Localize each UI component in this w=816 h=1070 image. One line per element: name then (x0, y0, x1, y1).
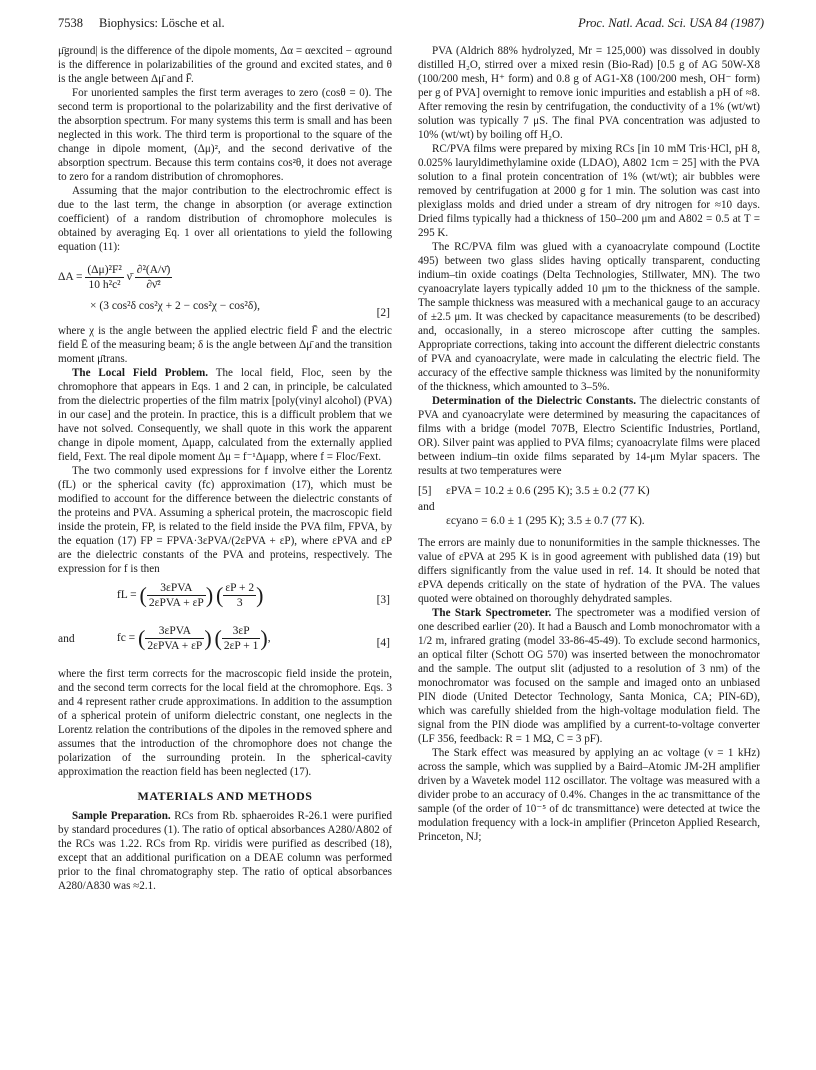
paragraph: μ̄ground| is the difference of the dipole moments, Δα = αexcited − αground is the difference in polarizabilities of the ground and excited states, and θ is the angle between Δμ̄ and F̄. (58, 45, 392, 85)
eq5-cyano: εcyano = 6.0 ± 1 (295 K); 3.5 ± 0.7 (77 K). (446, 515, 645, 527)
left-column (58, 44, 392, 893)
paragraph: Sample Preparation. RCs from Rb. sphaeroides R-26.1 were purified by standard procedures (1). The ratio of optical absorbances A280/A802 of the RCs was 1.22. RCs from Rp. viridis were purified as described (18), except that an additional purification on a DEAE column was performed prior to the final chromatography step. The ratio of optical absorbances A280/A830 was ≈2.1. (58, 810, 392, 892)
paragraph: The Stark Spectrometer. The spectrometer was a modified version of one described earlier (20). It had a Bausch and Lomb monochromator with a 1/2 m, infrared grating (model 33-86-45-49). To exclude second harmonics, an optical filter (Schott OG 570) was inserted between the monochromator and the sample. The output slit (adjusted to a resolution of 3 nm) of the monochromator was focused on the sample and imaged onto an unbiased PIN diode (United Detector Technology, Santa Monica, CA; PIN-6D), which was carefully shielded from the high-voltage modulation field. The signal from the PIN diode was amplified by a current-to-voltage converter (LF 356, feedback: R = 1 MΩ, C = 3 pF). (418, 607, 760, 745)
equation-number: [3] (376, 594, 390, 606)
paragraph: Assuming that the major contribution to the electrochromic effect is due to the last term, the change in absorption (or average extinction coefficient) of a random distribution of chromophore molecules is obtained by averaging Eq. 1 over all orientations to yield the following equation (11): (58, 185, 392, 253)
equation-number: [2] (376, 307, 390, 319)
eq5-pva: εPVA = 10.2 ± 0.6 (295 K); 3.5 ± 0.2 (77 K) (446, 485, 650, 497)
paragraph: RC/PVA films were prepared by mixing RCs [in 10 mM Tris·HCl, pH 8, 0.025% lauryldimethylamine oxide (LDAO), A802 1cm = 25] with the PVA solution to a final protein concentration of 1% (wt/wt); air bubbles were removed by centrifugation at 2000 g for 1 min. The solution was cast into plexiglass molds and dried under a stream of dry nitrogen for ≈10 days. Dried films typically had a thickness of 150–200 μm and A802 = 0.5 at T = 295 K. (418, 143, 760, 239)
run-in-heading: The Stark Spectrometer. (432, 607, 552, 619)
equation-number: [4] (376, 637, 390, 649)
journal-citation: Proc. Natl. Acad. Sci. USA 84 (1987) (578, 16, 764, 30)
eq2-lhs: ΔA = (58, 271, 83, 284)
right-column (418, 44, 760, 844)
eq2-line2: × (3 cos²δ cos²χ + 2 − cos²χ − cos²δ), (90, 300, 261, 312)
paragraph: PVA (Aldrich 88% hydrolyzed, Mr = 125,000) was dissolved in doubly distilled H₂O, stirred over a mixed resin (Bio-Rad) [0.5 g of AG 50W-X8 (100/200 mesh, H⁺ form) and 0.8 g of AG1-X8 (100/200 mesh, OH⁻ form) per g of PVA] overnight to remove ionic impurities and establish a pH of ≈8. After removing the resin by centrifugation, the conductivity of a 1% (wt/wt) solution was typically 7 μS. The final PVA concentration was adjusted to 10% (wt/wt) by boiling off H₂O. (418, 45, 760, 141)
paragraph: where χ is the angle between the applied electric field F̄ and the electric field Ē of the measuring beam; δ is the angle between Δμ̄ and the transition moment μ̄trans. (58, 325, 392, 365)
run-in-heading: Sample Preparation. (72, 810, 171, 822)
run-in-heading: The Local Field Problem. (72, 367, 209, 379)
paragraph: The two commonly used expressions for f involve either the Lorentz (fL) or the spherical cavity (fc) approximation (17), which must be modified to account for the difference between the dielectric constants of the proteins and PVA. Assuming a spherical protein, the macroscopic field inside the protein, FP, is related to the field inside the PVA film, FPVA, by the equation (17) FP = FPVA·3εPVA/(2εPVA + εP), where εPVA and εP are the dielectric constants of the PVA and proteins, respectively. The expression for f is then (58, 465, 392, 575)
equation-3: fL = ( $\frac{\text{3εPVA}}{\text{2εPVA + εP}}$ ) ( $\frac{\varepsilon P + 2}{3}$ ) [3] (116, 582, 390, 609)
paragraph: Determination of the Dielectric Constants. The dielectric constants of PVA and cyanoacrylate were determined by measuring the capacitances of films with a bridge (model 707B, Electro Scientific Industries, Portland, OR). Silver paint was applied to PVA films; cyanoacrylate films were placed between indium–tin oxide films separated by 14-μm Mylar spacers. The results at two temperatures were (418, 395, 760, 477)
paragraph: For unoriented samples the first term averages to zero (cosθ = 0). The second term is proportional to the polarizability and the first derivative of the absorption spectrum. For many systems this term is small and has been neglected in this work. The third term is proportional to the square of the change in dipole moment, (Δμ)², and the second derivative of the absorption spectrum. Because this term contains cos²θ, it does not average to zero for a random distribution of chromophores. (58, 87, 392, 183)
equation-2 (58, 259, 392, 319)
eq2-derivative: $\frac{\text{∂²(A/ν̄)}}{\text{∂ν̄²}}$ (136, 264, 171, 291)
section-heading: MATERIALS AND METHODS (137, 789, 313, 803)
paragraph: where the first term corrects for the macroscopic field inside the protein, and the second term corrects for the local field at the chromophore. Eqs. 3 and 4 represent rather crude approximations. In addition to the assumption of a spherical protein of uniform dielectric constant, one neglects in the Lorentz relation the contributions of the dipoles in the removed sphere and assumes that the introduction of the chromophore does not change the polarization of the surrounding protein. In the spherical-cavity approximation the reaction field has been neglected (17). (58, 668, 392, 778)
paragraph: The Stark effect was measured by applying an ac voltage (ν = 1 kHz) across the sample, which was supplied by a Baird–Atomic JM-2H amplifier driven by a Wavetek model 112 oscillator. The voltage was measured with a divider probe to an accuracy of 0.4%. Changes in the ac transmittance of the sample (of the order of 10⁻⁵ of dc transmittance) were detected at twice the modulation frequency with a lock-in amplifier (Princeton Applied Research, Princeton, NJ; (418, 747, 760, 843)
page-number: 7538 (58, 16, 83, 30)
run-in-heading: Determination of the Dielectric Constants. (432, 395, 636, 407)
eq2-fraction: $\frac{\text{(Δμ)²F²}}{\text{10 h²c²}}$ (87, 264, 122, 291)
equation-number: [5] (418, 485, 432, 497)
paragraph: The errors are mainly due to nonuniformities in the sample thicknesses. The value of εPVA at 295 K is in good agreement with published data (19) but differs significantly from the value used in ref. 14. It should be noted that εPVA depends critically on the state of hydration of the PVA. The values quoted were obtained on thoroughly dehydrated samples. (418, 537, 760, 605)
eq2-nu: ν̄ (126, 271, 132, 284)
running-header-left (58, 16, 225, 31)
section-authors: Biophysics: Lösche et al. (99, 16, 225, 30)
equation-4: and fc = ( $\frac{\text{3εPVA}}{\text{2εPVA + εP}}$ ) ( $\frac{3\varepsilon P}{2\varepsilon P + 1}$ ), [4] (58, 625, 390, 652)
paragraph: The Local Field Problem. The local field, Floc, seen by the chromophore that appears in Eqs. 1 and 2 can, in principle, be calculated from the dielectric properties of the film matrix [poly(vinyl alcohol) (PVA) in our case] and the protein. In practice, this is a difficult problem that we have not solved. Consequently, we shall quote in this work the apparent change in dipole moment, Δμapp, calculated from the externally applied field, Fext. The real dipole moment Δμ = f⁻¹Δμapp, where f = Floc/Fext. (58, 367, 392, 463)
equation-5: εPVA = 10.2 ± 0.6 (295 K); 3.5 ± 0.2 (77 K) and εcyano = 6.0 ± 1 (295 K); 3.5 ± 0.7 (77 K). [5] (418, 485, 650, 527)
paragraph: The RC/PVA film was glued with a cyanoacrylate compound (Loctite 495) between two glass slides having optically transparent, conducting indium–tin oxide coatings (Delta Technologies, Stillwater, MN). The two cyanoacrylate layers typically added 10 μm to the thickness of the sample. The sample thickness was measured with a mechanical gauge to an accuracy of ±2.5 μm. It was checked by capacitance measurements (to be described) and, occasionally, in a stereo microscope after cutting the samples. Appropriate corrections, taking into account the different dielectric constants of PVA and cyanoacrylate, were made in calculating the electric field. The accuracy of the effective sample thickness was limited by the nonuniformity of the thickness, which amounted to 3–5%. (418, 241, 760, 393)
